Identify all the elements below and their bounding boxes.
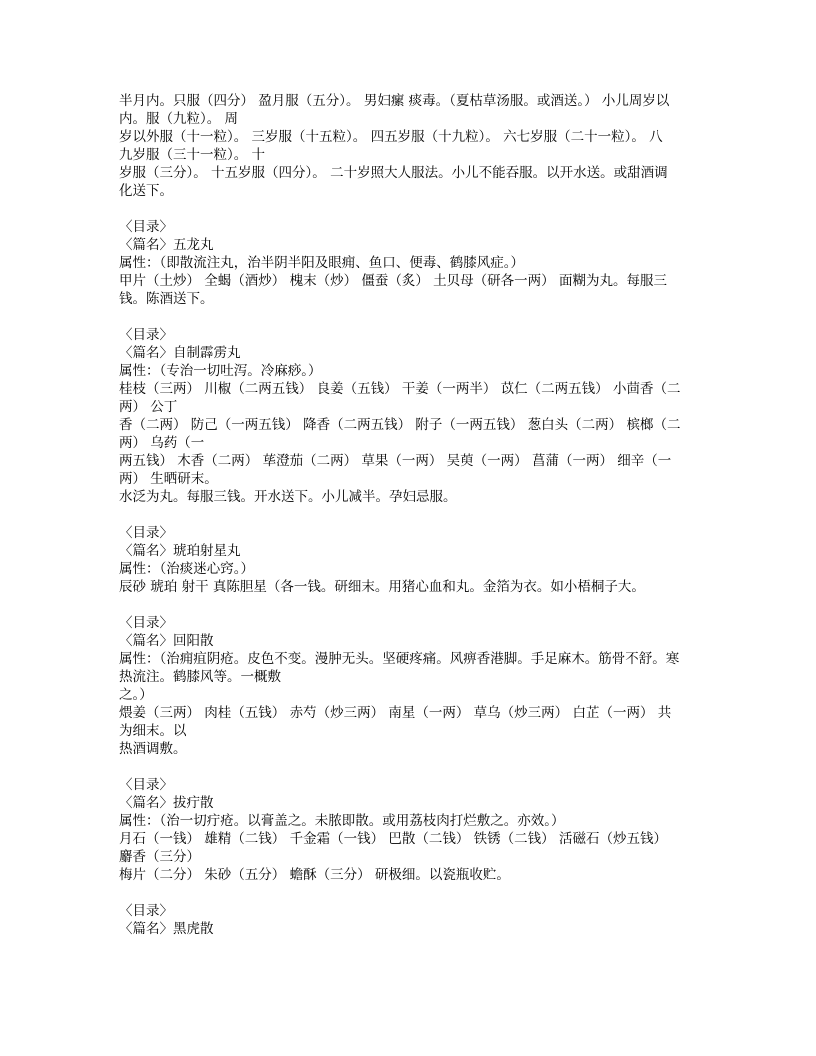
entry-wulong-wan bbox=[119, 218, 699, 308]
text-line: 两） 乌药（一 bbox=[119, 435, 205, 451]
toc-marker: 〈目录〉 bbox=[119, 615, 173, 631]
spacer bbox=[119, 884, 699, 902]
toc-marker: 〈目录〉 bbox=[119, 219, 173, 235]
entry-hupo-wan bbox=[119, 524, 699, 596]
entry-pili-wan bbox=[119, 326, 699, 506]
entry-huiyang-san bbox=[119, 614, 699, 758]
entry-title: 〈篇名〉拔疔散 bbox=[119, 795, 214, 811]
property-line: 属性：（治痰迷心窍。） bbox=[119, 561, 254, 577]
entry-title: 〈篇名〉黑虎散 bbox=[119, 921, 214, 937]
text-line: 香（二两） 防己（一两五钱） 降香（二两五钱） 附子（一两五钱） 葱白头（二两） 槟榔（二 bbox=[119, 417, 681, 433]
text-line: 内。服（九粒）。 周 bbox=[119, 111, 239, 127]
text-line: 麝香（三分） bbox=[119, 849, 200, 865]
intro-passage bbox=[119, 92, 699, 200]
property-line: 属性：（治痈疽阴疮。皮色不变。漫肿无头。坚硬疼痛。风痹香港脚。手足麻木。筋骨不舒。寒 bbox=[119, 651, 680, 667]
spacer bbox=[119, 200, 699, 218]
toc-marker: 〈目录〉 bbox=[119, 777, 173, 793]
text-line: 两） 公丁 bbox=[119, 399, 178, 415]
spacer bbox=[119, 506, 699, 524]
text-line: 两五钱） 木香（二两） 荜澄茄（二两） 草果（一两） 吴萸（一两） 菖蒲（一两） 细辛（一 bbox=[119, 453, 672, 469]
text-line: 为细末。以 bbox=[119, 723, 187, 739]
text-line: 辰砂 琥珀 射干 真陈胆星（各一钱。研细末。用猪心血和丸。金箔为衣。如小梧桐子大。 bbox=[119, 579, 645, 595]
text-line: 岁服（三分）。 十五岁服（四分）。 二十岁照大人服法。小儿不能吞服。以开水送。或甜酒调 bbox=[119, 165, 668, 181]
toc-marker: 〈目录〉 bbox=[119, 327, 173, 343]
text-line: 两） 生晒研末。 bbox=[119, 471, 218, 487]
entry-title: 〈篇名〉回阳散 bbox=[119, 633, 214, 649]
entry-title: 〈篇名〉琥珀射星丸 bbox=[119, 543, 241, 559]
text-line: 钱。陈酒送下。 bbox=[119, 291, 214, 307]
toc-marker: 〈目录〉 bbox=[119, 903, 173, 919]
text-line: 月石（一钱） 雄精（二钱） 千金霜（一钱） 巴散（二钱） 铁锈（二钱） 活磁石（炒五钱） bbox=[119, 831, 667, 847]
property-line: 属性：（专治一切吐泻。冷麻痧。） bbox=[119, 363, 322, 379]
spacer bbox=[119, 596, 699, 614]
document-page bbox=[119, 92, 699, 938]
text-line: 半月内。只服（四分） 盈月服（五分）。 男妇瘰 痰毒。（夏枯草汤服。或酒送。） 小儿周岁以 bbox=[119, 93, 670, 109]
entry-title: 〈篇名〉五龙丸 bbox=[119, 237, 214, 253]
entry-heihu-san bbox=[119, 902, 699, 938]
property-line: 属性：（即散流注丸，治半阴半阳及眼痈、鱼口、便毒、鹤膝风症。） bbox=[119, 255, 524, 271]
text-line: 九岁服（三十一粒）。 十 bbox=[119, 147, 266, 163]
text-line: 煨姜（三两） 肉桂（五钱） 赤芍（炒三两） 南星（一两） 草乌（炒三两） 白芷（一两） 共 bbox=[119, 705, 672, 721]
text-line: 岁以外服（十一粒）。 三岁服（十五粒）。 四五岁服（十九粒）。 六七岁服（二十一粒）。 八 bbox=[119, 129, 663, 145]
text-line: 热流注。鹤膝风等。一概敷 bbox=[119, 669, 281, 685]
text-line: 水泛为丸。每服三钱。开水送下。小儿减半。孕妇忌服。 bbox=[119, 489, 457, 505]
text-line: 化送下。 bbox=[119, 183, 173, 199]
spacer bbox=[119, 308, 699, 326]
entry-title: 〈篇名〉自制霹雳丸 bbox=[119, 345, 241, 361]
toc-marker: 〈目录〉 bbox=[119, 525, 173, 541]
text-line: 热酒调敷。 bbox=[119, 741, 187, 757]
text-line: 桂枝（三两） 川椒（二两五钱） 良姜（五钱） 干姜（一两半） 苡仁（二两五钱） 小茴香（二 bbox=[119, 381, 681, 397]
property-line: 属性：（治一切疔疮。以膏盖之。未脓即散。或用荔枝肉打烂敷之。亦效。） bbox=[119, 813, 565, 829]
entry-bading-san bbox=[119, 776, 699, 884]
text-line: 梅片（二分） 朱砂（五分） 蟾酥（三分） 研极细。以瓷瓶收贮。 bbox=[119, 867, 510, 883]
text-line: 之。） bbox=[119, 687, 153, 703]
spacer bbox=[119, 758, 699, 776]
text-line: 甲片（土炒） 全蝎（酒炒） 槐末（炒） 僵蚕（炙） 土贝母（研各一两） 面糊为丸。每服三 bbox=[119, 273, 667, 289]
